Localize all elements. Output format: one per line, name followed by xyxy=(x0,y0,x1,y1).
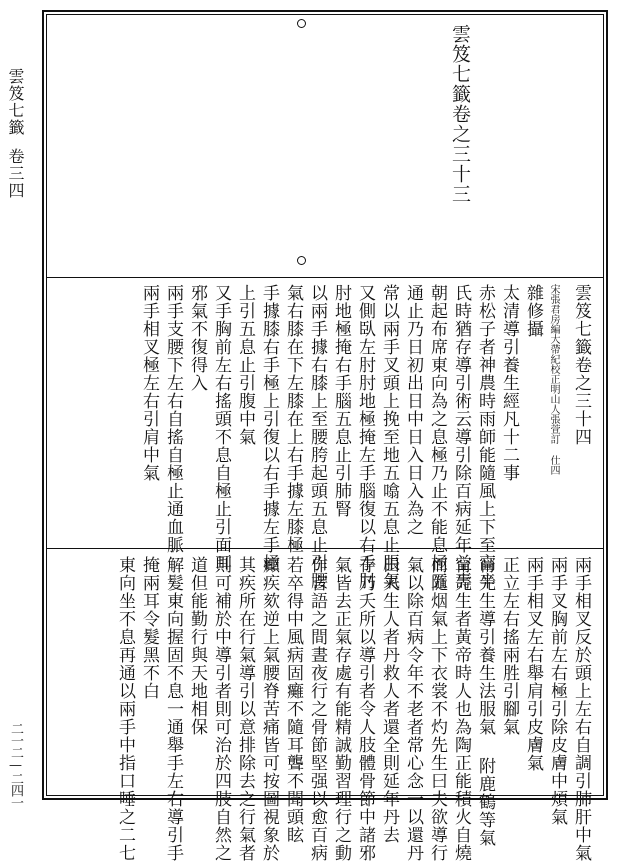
margin-column xyxy=(0,0,36,814)
text-column: 兩手叉胸前左右極引除皮膚中煩氣 xyxy=(547,556,567,826)
text-column: 解髮東向握固不息一通舉手左右導引手 xyxy=(163,556,183,862)
text-column: 若卒得中風病固癱不隨耳聾不聞頭眩 xyxy=(283,556,303,844)
text-column: 兩手相叉左右舉肩引皮膚氣 xyxy=(523,556,543,772)
section-divider xyxy=(46,277,604,278)
text-column: 雜修攝 xyxy=(523,284,543,338)
text-column: 又側臥左肘肘地極掩左手腦復以右手肘 xyxy=(355,284,375,590)
text-column: 朝起布席東向為之息極乃止不能息極五 xyxy=(427,284,447,590)
fold-circle-icon xyxy=(297,256,306,265)
text-column: 肘地極掩右手腦五息止引肺腎 xyxy=(331,284,351,518)
text-column: 而隨烟氣上下衣裳不灼先生曰夫欲導行 xyxy=(427,556,447,862)
text-column: 常以兩手叉頭上挽至地五噏五息止脹氣 xyxy=(379,284,399,590)
text-column: 則可補於中導引者則可治於四肢自然之 xyxy=(211,556,231,862)
text-column: 甯先生導引養生法服氣 附鹿鶴等氣 xyxy=(475,556,495,847)
top-section-title: 雲笈七籤卷之三十三 xyxy=(449,24,471,204)
text-column: 兩手支腰下左右自搖自極止通血脈 xyxy=(163,284,183,554)
text-column: 正立左右搖兩胜引腳氣 xyxy=(499,556,519,736)
text-column: 甯先生者黃帝時人也為陶正能積火自燒 xyxy=(451,556,471,862)
text-column: 太清導引養生經凡十二事 xyxy=(499,284,519,482)
text-column: 氏時猶存導引術云導引除百病延年益壽 xyxy=(451,284,471,590)
text-column: 氣右膝在下左膝在上右手據左膝極 xyxy=(283,284,303,554)
text-column: 宋張君房編大帶紀校正明山人張萱訂 仕四 xyxy=(548,284,559,475)
text-column: 道但能勤行與天地相保 xyxy=(187,556,207,736)
text-column: 東向坐不息再通以兩手中指口唾之二七 xyxy=(115,556,135,862)
fold-circle-icon xyxy=(297,19,306,28)
book-title: 雲笈七籤 xyxy=(6,68,25,136)
text-column: 氣皆去正氣存處有能精誠勤習理行之動 xyxy=(331,556,351,862)
text-column: 氣以除百病令年不老者常心念一以還丹 xyxy=(403,556,423,862)
text-column: 作言語之間晝夜行之骨節堅强以愈百病 xyxy=(307,556,327,862)
text-column: 癲疾欬逆上氣腰脊苦痛皆可按圖視象於 xyxy=(259,556,279,862)
text-column: 其疾所在行氣導引以意排除去之行氣者 xyxy=(235,556,255,862)
text-column: 通止乃日初出日中日入日入為之 xyxy=(403,284,423,536)
text-column: 又手胸前左右搖頭不息自極止引面耳 xyxy=(211,284,231,572)
text-column: 存乃夭所以導引者令人肢體骨節中諸邪 xyxy=(355,556,375,862)
text-column: 上引五息止引腹中氣 xyxy=(235,284,255,446)
text-column: 邪氣不復得入 xyxy=(187,284,207,392)
text-column: 雲笈七籤卷之三十四 xyxy=(571,284,591,446)
text-column: 兩手相叉反於頭上左右自調引肺肝中氣 xyxy=(571,556,591,862)
text-column: 手據膝右手極上引復以右手據左手極 xyxy=(259,284,279,572)
text-column: 赤松子者神農時雨師能隨風上下至高辛 xyxy=(475,284,495,590)
text-column: 掩兩耳令髮黑不白 xyxy=(139,556,159,700)
page-number: 二一二—二四一 xyxy=(8,722,23,808)
text-column: 兩手相叉極左右引肩中氣 xyxy=(139,284,159,482)
text-column: 田夫生人者丹救人者還全則延年丹去 xyxy=(379,556,399,844)
page-frame xyxy=(42,10,608,862)
text-column: 以兩手據右膝上至腰胯起頭五息止引腰 xyxy=(307,284,327,590)
volume-label: 卷三四 xyxy=(6,148,25,199)
